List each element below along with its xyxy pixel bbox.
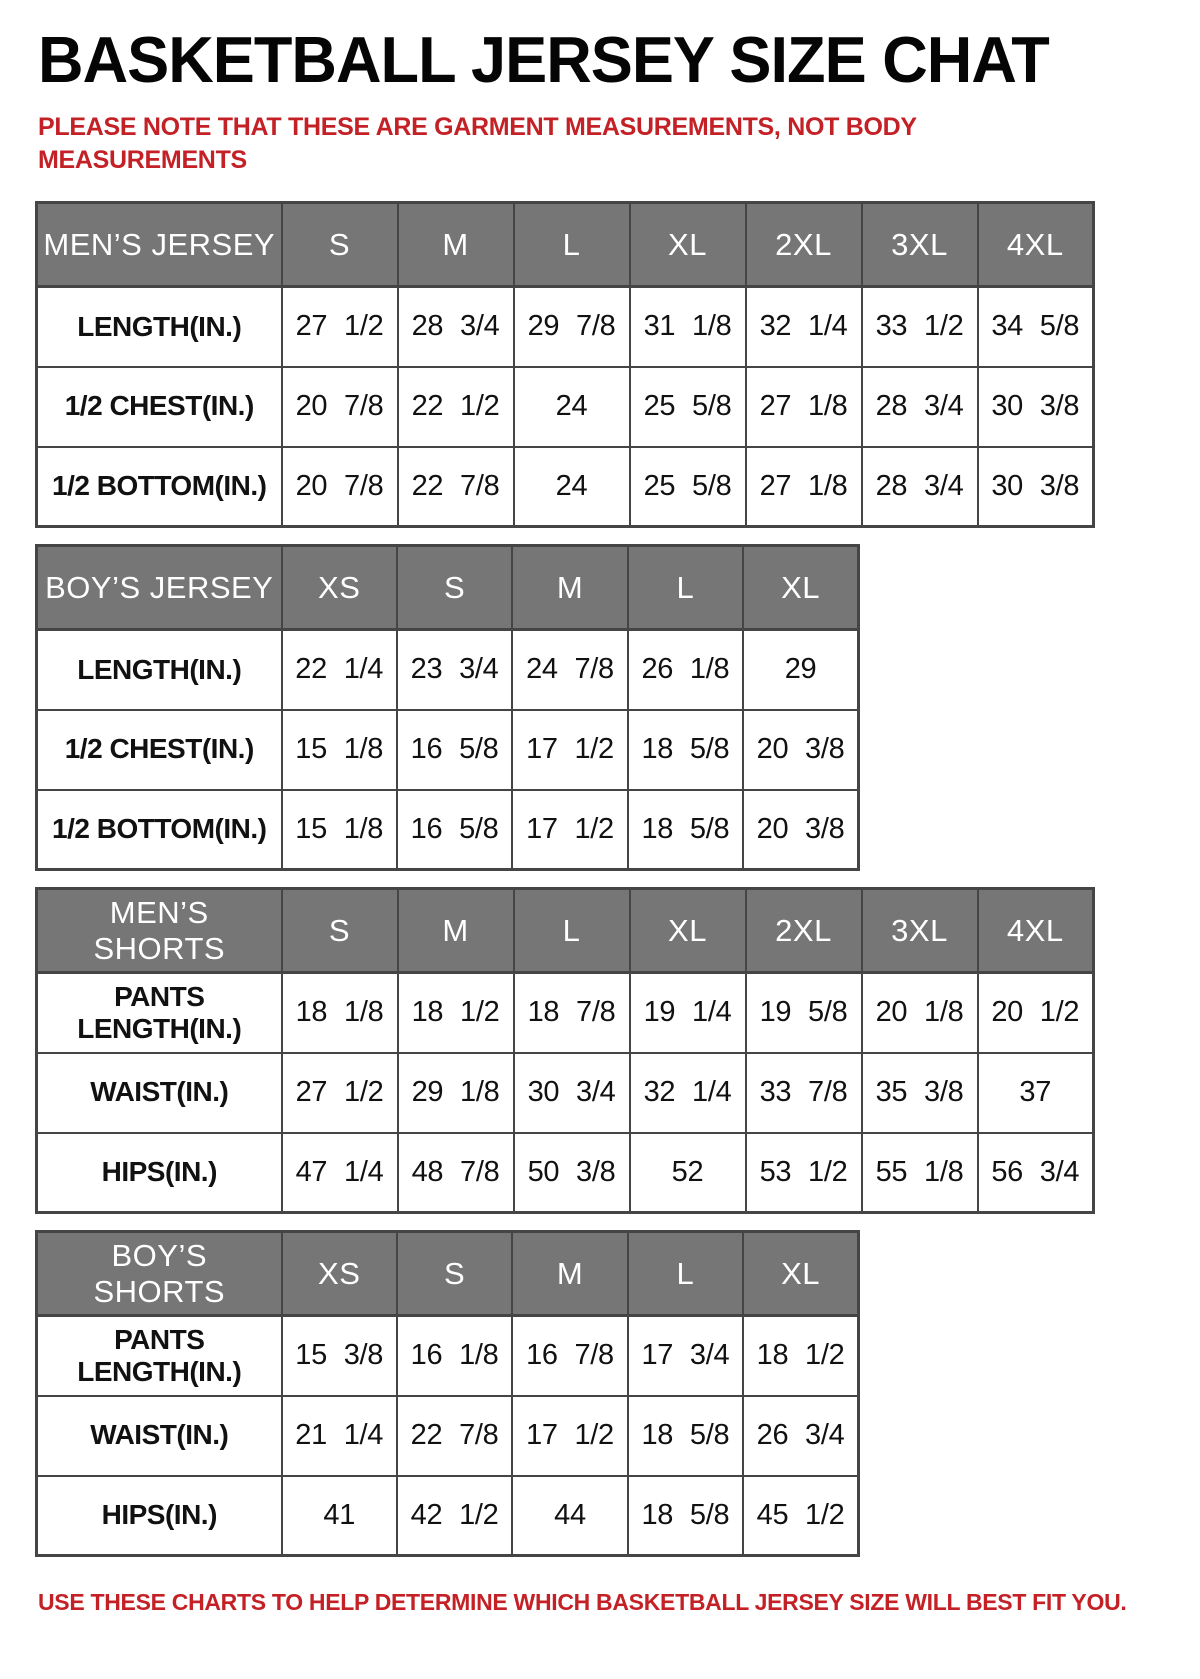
measurement-cell: 20 7/8 — [282, 367, 398, 447]
row-label-cell: 1/2 CHEST(IN.) — [37, 367, 282, 447]
measurement-cell: 35 3/8 — [862, 1053, 978, 1133]
measurement-cell: 27 1/2 — [282, 287, 398, 367]
garment-measurement-note: PLEASE NOTE THAT THESE ARE GARMENT MEASUREMENTS, NOT BODY MEASUREMENTS — [38, 113, 917, 174]
row-label-cell: 1/2 BOTTOM(IN.) — [37, 790, 282, 870]
measurement-cell: 17 1/2 — [512, 790, 627, 870]
table-row — [37, 1316, 859, 1396]
measurement-cell: 25 5/8 — [630, 447, 746, 527]
size-header-cell: L — [514, 203, 630, 287]
measurement-cell: 31 1/8 — [630, 287, 746, 367]
size-header-cell: XL — [630, 203, 746, 287]
tables-container — [0, 201, 1200, 1557]
size-header-cell: 3XL — [862, 889, 978, 973]
size-header-cell: 2XL — [746, 889, 862, 973]
size-header-cell: 4XL — [978, 203, 1094, 287]
row-label-cell: PANTS LENGTH(IN.) — [37, 1316, 282, 1396]
measurement-cell: 29 1/8 — [398, 1053, 514, 1133]
header-row — [37, 889, 1094, 973]
measurement-cell: 20 3/8 — [743, 710, 858, 790]
measurement-cell: 29 7/8 — [514, 287, 630, 367]
measurement-cell: 22 1/4 — [282, 630, 397, 710]
measurement-cell: 18 5/8 — [628, 710, 743, 790]
measurement-cell: 32 1/4 — [630, 1053, 746, 1133]
table-row — [37, 973, 1094, 1053]
measurement-cell: 23 3/4 — [397, 630, 512, 710]
measurement-cell: 18 5/8 — [628, 1476, 743, 1556]
measurement-cell: 20 7/8 — [282, 447, 398, 527]
row-label-cell: HIPS(IN.) — [37, 1476, 282, 1556]
measurement-cell: 18 5/8 — [628, 790, 743, 870]
measurement-cell: 33 7/8 — [746, 1053, 862, 1133]
row-label-cell: HIPS(IN.) — [37, 1133, 282, 1213]
measurement-cell: 21 1/4 — [282, 1396, 397, 1476]
table-row — [37, 790, 859, 870]
row-label-cell: LENGTH(IN.) — [37, 287, 282, 367]
measurement-cell: 22 7/8 — [397, 1396, 512, 1476]
table-title-cell: BOY’S JERSEY — [37, 546, 282, 630]
measurement-cell: 17 1/2 — [512, 1396, 627, 1476]
measurement-cell: 22 1/2 — [398, 367, 514, 447]
size-header-cell: XL — [743, 1232, 858, 1316]
size-header-cell: M — [512, 1232, 627, 1316]
page-title: BASKETBALL JERSEY SIZE CHAT — [38, 23, 1049, 96]
measurement-cell: 26 3/4 — [743, 1396, 858, 1476]
size-header-cell: L — [628, 1232, 743, 1316]
measurement-cell: 19 1/4 — [630, 973, 746, 1053]
table-title-cell: MEN’S JERSEY — [37, 203, 282, 287]
size-header-cell: M — [398, 889, 514, 973]
size-header-cell: XL — [743, 546, 858, 630]
measurement-cell: 27 1/8 — [746, 447, 862, 527]
row-label-cell: 1/2 BOTTOM(IN.) — [37, 447, 282, 527]
measurement-cell: 45 1/2 — [743, 1476, 858, 1556]
measurement-cell: 16 5/8 — [397, 710, 512, 790]
header-row — [37, 546, 859, 630]
measurement-cell: 42 1/2 — [397, 1476, 512, 1556]
size-header-cell: L — [628, 546, 743, 630]
size-table-boys-shorts — [35, 1230, 860, 1557]
measurement-cell: 17 3/4 — [628, 1316, 743, 1396]
fit-advice-note: USE THESE CHARTS TO HELP DETERMINE WHICH BASKETBALL JERSEY SIZE WILL BEST FIT YOU. — [38, 1589, 1127, 1615]
measurement-cell: 16 1/8 — [397, 1316, 512, 1396]
measurement-cell: 20 1/2 — [978, 973, 1094, 1053]
size-header-cell: 2XL — [746, 203, 862, 287]
measurement-cell: 37 — [978, 1053, 1094, 1133]
measurement-cell: 27 1/8 — [746, 367, 862, 447]
measurement-cell: 56 3/4 — [978, 1133, 1094, 1213]
measurement-cell: 15 1/8 — [282, 790, 397, 870]
size-header-cell: XS — [282, 1232, 397, 1316]
size-table-boys-jersey — [35, 544, 860, 871]
row-label-cell: WAIST(IN.) — [37, 1396, 282, 1476]
measurement-cell: 55 1/8 — [862, 1133, 978, 1213]
measurement-cell: 24 — [514, 447, 630, 527]
size-header-cell: S — [282, 203, 398, 287]
measurement-cell: 15 1/8 — [282, 710, 397, 790]
table-row — [37, 367, 1094, 447]
measurement-cell: 22 7/8 — [398, 447, 514, 527]
header-row — [37, 203, 1094, 287]
measurement-cell: 28 3/4 — [398, 287, 514, 367]
measurement-cell: 27 1/2 — [282, 1053, 398, 1133]
measurement-cell: 16 5/8 — [397, 790, 512, 870]
measurement-cell: 28 3/4 — [862, 367, 978, 447]
row-label-cell: PANTS LENGTH(IN.) — [37, 973, 282, 1053]
size-header-cell: 4XL — [978, 889, 1094, 973]
size-header-cell: XL — [630, 889, 746, 973]
measurement-cell: 18 1/2 — [398, 973, 514, 1053]
size-header-cell: S — [397, 1232, 512, 1316]
measurement-cell: 18 7/8 — [514, 973, 630, 1053]
measurement-cell: 26 1/8 — [628, 630, 743, 710]
table-title-cell: MEN’S SHORTS — [37, 889, 282, 973]
measurement-cell: 53 1/2 — [746, 1133, 862, 1213]
table-row — [37, 1396, 859, 1476]
measurement-cell: 34 5/8 — [978, 287, 1094, 367]
measurement-cell: 24 7/8 — [512, 630, 627, 710]
size-header-cell: M — [512, 546, 627, 630]
measurement-cell: 33 1/2 — [862, 287, 978, 367]
table-row — [37, 710, 859, 790]
measurement-cell: 16 7/8 — [512, 1316, 627, 1396]
measurement-cell: 19 5/8 — [746, 973, 862, 1053]
measurement-cell: 18 5/8 — [628, 1396, 743, 1476]
measurement-cell: 32 1/4 — [746, 287, 862, 367]
measurement-cell: 17 1/2 — [512, 710, 627, 790]
size-header-cell: S — [397, 546, 512, 630]
measurement-cell: 47 1/4 — [282, 1133, 398, 1213]
measurement-cell: 15 3/8 — [282, 1316, 397, 1396]
table-row — [37, 1053, 1094, 1133]
table-row — [37, 447, 1094, 527]
table-row — [37, 1476, 859, 1556]
row-label-cell: LENGTH(IN.) — [37, 630, 282, 710]
row-label-cell: WAIST(IN.) — [37, 1053, 282, 1133]
measurement-cell: 18 1/2 — [743, 1316, 858, 1396]
table-title-cell: BOY’S SHORTS — [37, 1232, 282, 1316]
size-header-cell: L — [514, 889, 630, 973]
header-row — [37, 1232, 859, 1316]
size-header-cell: S — [282, 889, 398, 973]
measurement-cell: 48 7/8 — [398, 1133, 514, 1213]
table-row — [37, 630, 859, 710]
measurement-cell: 30 3/8 — [978, 367, 1094, 447]
row-label-cell: 1/2 CHEST(IN.) — [37, 710, 282, 790]
size-table-mens-jersey — [35, 201, 1095, 528]
measurement-cell: 20 1/8 — [862, 973, 978, 1053]
table-row — [37, 1133, 1094, 1213]
measurement-cell: 52 — [630, 1133, 746, 1213]
measurement-cell: 25 5/8 — [630, 367, 746, 447]
measurement-cell: 24 — [514, 367, 630, 447]
size-header-cell: M — [398, 203, 514, 287]
measurement-cell: 28 3/4 — [862, 447, 978, 527]
measurement-cell: 29 — [743, 630, 858, 710]
size-table-mens-shorts — [35, 887, 1095, 1214]
measurement-cell: 20 3/8 — [743, 790, 858, 870]
measurement-cell: 30 3/8 — [978, 447, 1094, 527]
measurement-cell: 44 — [512, 1476, 627, 1556]
table-row — [37, 287, 1094, 367]
measurement-cell: 50 3/8 — [514, 1133, 630, 1213]
measurement-cell: 30 3/4 — [514, 1053, 630, 1133]
measurement-cell: 18 1/8 — [282, 973, 398, 1053]
size-header-cell: 3XL — [862, 203, 978, 287]
size-header-cell: XS — [282, 546, 397, 630]
measurement-cell: 41 — [282, 1476, 397, 1556]
